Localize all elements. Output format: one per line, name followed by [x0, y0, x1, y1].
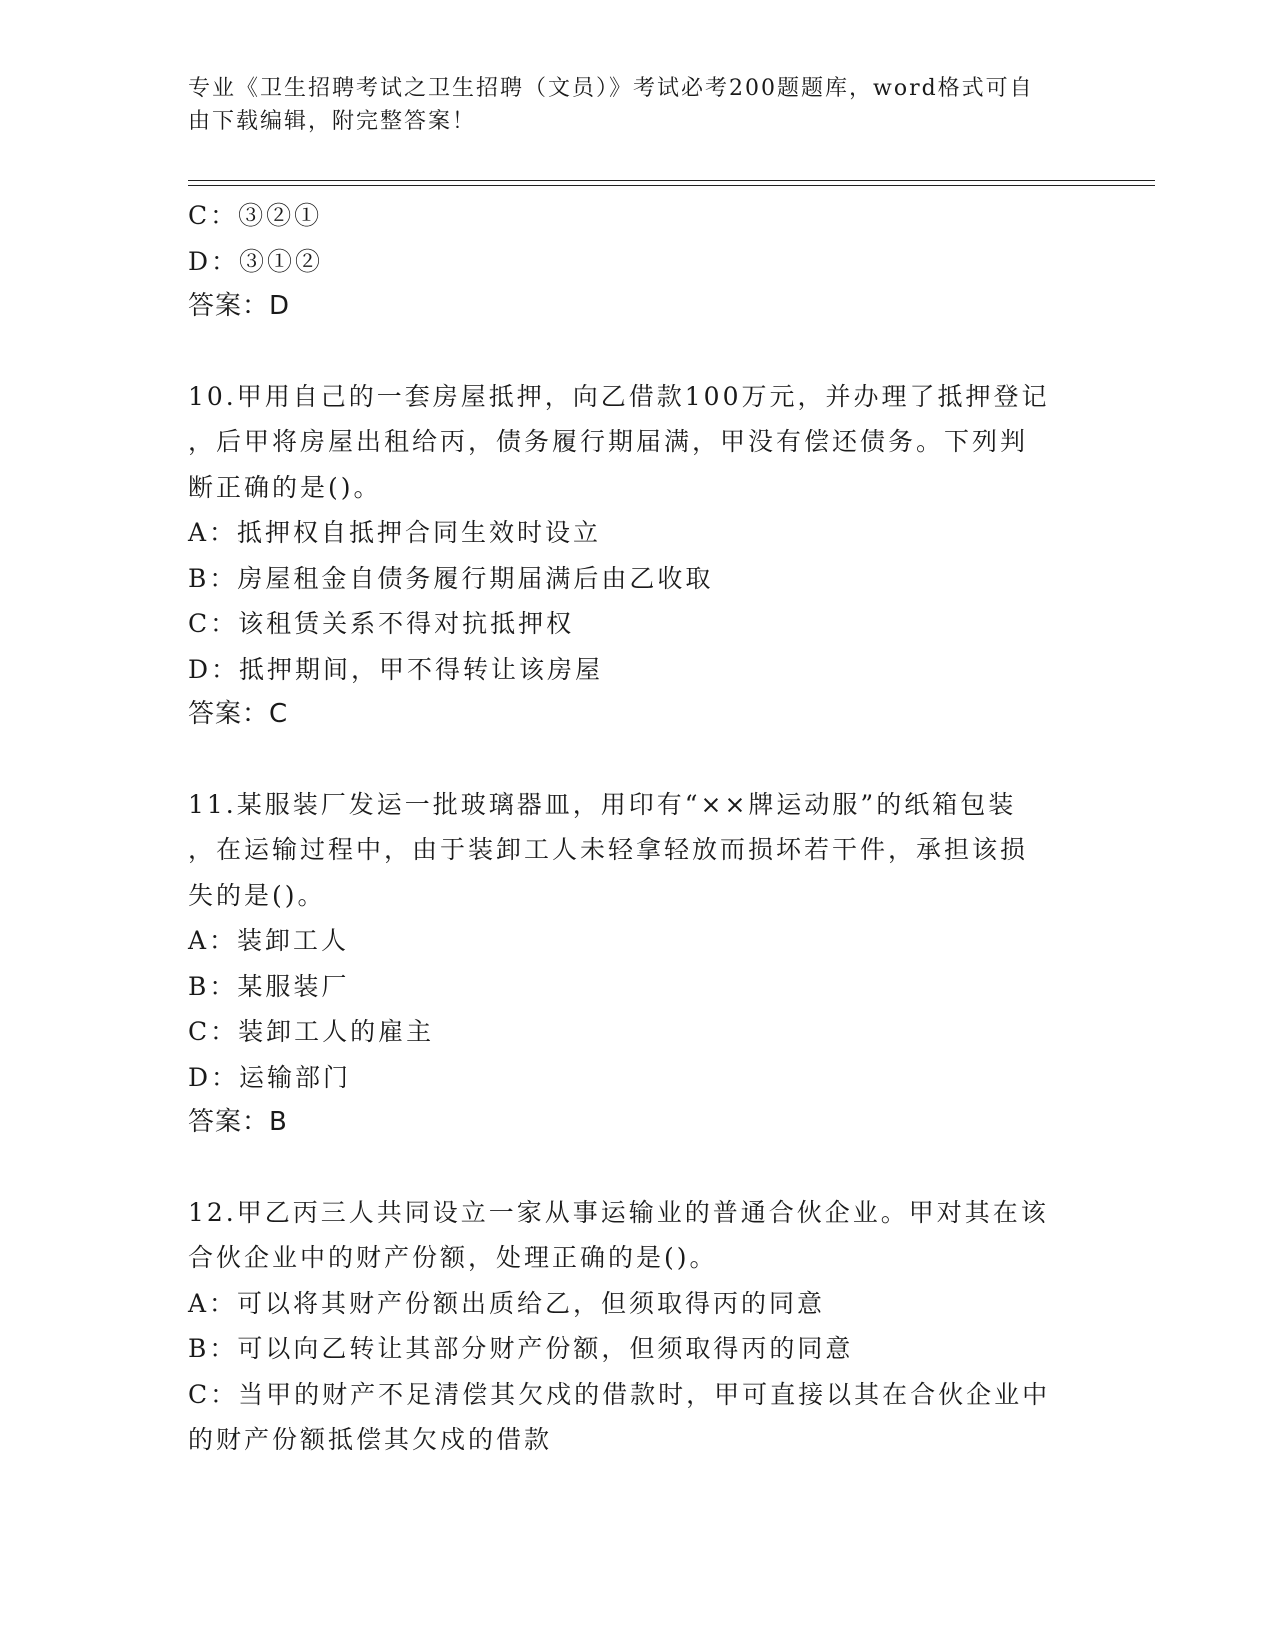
header-divider-bottom [188, 185, 1155, 186]
document-header [188, 72, 1088, 138]
option-b: B：可以向乙转让其部分财产份额，但须取得丙的同意 [188, 1334, 854, 1363]
option-b: B：某服装厂 [188, 971, 350, 1001]
question-11 [188, 782, 1088, 1146]
question-stem-line: ，在运输过程中，由于装卸工人未轻拿轻放而损坏若干件，承担该损 [188, 835, 1029, 864]
option-c: C：当甲的财产不足清偿其欠戍的借款时，甲可直接以其在合伙企业中 [188, 1379, 1051, 1409]
question-gap [188, 738, 1088, 782]
option-c: C：③②① [188, 201, 323, 230]
option-d: D：抵押期间，甲不得转让该房屋 [188, 654, 604, 684]
question-content [188, 193, 1088, 1463]
answer-line: 答案：D [188, 291, 291, 321]
option-d: D：运输部门 [188, 1062, 352, 1092]
answer-line: 答案：C [188, 699, 289, 729]
option-c: C：该租赁关系不得对抗抵押权 [188, 609, 575, 638]
option-c: C：装卸工人的雇主 [188, 1017, 435, 1046]
option-d: D：③①② [188, 246, 324, 276]
question-gap [188, 1146, 1088, 1190]
question-stem-line: 合伙企业中的财产份额，处理正确的是()。 [188, 1243, 718, 1272]
question-stem-line: 12.甲乙丙三人共同设立一家从事运输业的普通合伙企业。甲对其在该 [188, 1197, 1049, 1227]
option-c-continued: 的财产份额抵偿其欠戍的借款 [188, 1425, 553, 1454]
question-stem-line: 10.甲用自己的一套房屋抵押，向乙借款100万元，并办理了抵押登记 [188, 381, 1050, 411]
option-a: A：抵押权自抵押合同生效时设立 [188, 518, 602, 547]
header-divider-top [188, 180, 1155, 181]
question-stem-line: 断正确的是()。 [188, 472, 382, 502]
option-a: A：可以将其财产份额出质给乙，但须取得丙的同意 [188, 1288, 826, 1318]
question-12 [188, 1190, 1088, 1463]
header-line-1: 专业《卫生招聘考试之卫生招聘（文员）》考试必考200题题库，word格式可自 [188, 76, 1034, 101]
question-gap [188, 330, 1088, 374]
answer-line: 答案：B [188, 1107, 288, 1137]
question-stem-line: ，后甲将房屋出租给丙，债务履行期届满，甲没有偿还债务。下列判 [188, 427, 1029, 456]
option-b: B：房屋租金自债务履行期届满后由乙收取 [188, 563, 714, 593]
question-stem-line: 11.某服装厂发运一批玻璃器皿，用印有“××牌运动服”的纸箱包装 [188, 789, 1017, 819]
option-a: A：装卸工人 [188, 926, 350, 955]
question-stem-line: 失的是()。 [188, 880, 326, 910]
previous-question-tail [188, 193, 1088, 330]
header-line-2: 由下载编辑，附完整答案！ [188, 109, 477, 134]
question-10 [188, 374, 1088, 738]
